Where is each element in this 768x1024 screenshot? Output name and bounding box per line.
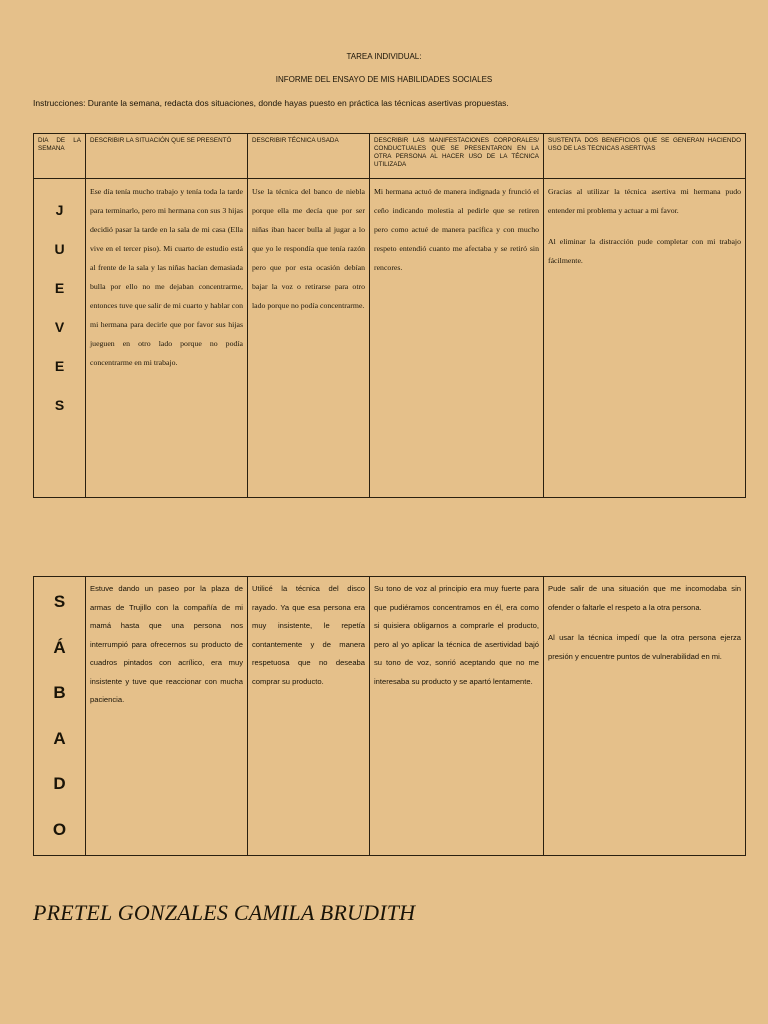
day-letter: O [52,819,67,839]
table-row-jueves [34,179,746,498]
manifestations-cell: Su tono de voz al principio era muy fuerte para que pudiéramos concentramos en él, era como si quisiera obligarnos a comprarle el producto, pero al yo aplicar la técnica de asertividad bajó su tono de voz, sonrió aceptando que no me interesaba su producto y se apartó lentamente. [370,577,544,856]
day-letter: E [54,358,65,374]
benefit-text: Al eliminar la distracción pude completar con mi trabajo fácilmente. [548,237,741,265]
col-header-benefits: SUSTENTA DOS BENEFICIOS QUE SE GENERAN HACIENDO USO DE LAS TECNICAS ASERTIVAS [544,134,746,179]
student-name: PRETEL GONZALES CAMILA BRUDITH [33,900,416,925]
instructions: Instrucciones: Durante la semana, redacta dos situaciones, donde hayas puesto en práctica las técnicas asertivas propuestas. [33,98,509,108]
benefits-cell [544,179,746,498]
technique-cell: Use la técnica del banco de niebla porque ella me decía que por ser niñas iban hacer bulla al jugar a lo que yo le respondía que tenía razón pero que por esta ocasión debían bajar la voz o retirarse para otro lado porque no podía concentrarme. [248,179,370,498]
technique-cell: Utilicé la técnica del disco rayado. Ya que esa persona era muy insistente, le repetía contantemente y de manera respetuosa que no deseaba comprar su producto. [248,577,370,856]
day-letter: B [53,683,66,702]
col-header-day: DIA DE LA SEMANA [34,134,86,179]
report-table-2 [33,576,746,856]
assignment-title: TAREA INDIVIDUAL: [346,52,422,61]
day-letter: U [54,241,65,257]
header-row [34,134,746,179]
benefit-text: Gracias al utilizar la técnica asertiva mi hermana pudo entender mi problema y actuar a mi favor. [548,187,741,215]
situation-cell: Ese día tenía mucho trabajo y tenía toda la tarde para terminarlo, pero mi hermana con sus 3 hijas decidió pasar la tarde en la sala de mi casa (Ella vive en el tercer piso). Mi cuarto de estudio está al frente de la sala y las niñas hacían demasiada bulla por ello no me dejaban concentrarme, entonces tuve que salir de mi cuarto y hablar con mi hermana para decirle que por favor sus hijas jueguen en otro lado porque no podía concentrarme en mi trabajo. [86,179,248,498]
report-table-1 [33,133,746,498]
table-row-sabado [34,577,746,856]
manifestations-cell: Mi hermana actuó de manera indignada y frunció el ceño indicando molestia al pedirle que se retiren pero como actué de manera pacífica y con mucho respeto entendió cuanto me afectaba y se retiró sin rencores. [370,179,544,498]
day-letter: S [54,397,65,413]
col-header-situation: DESCRIBIR LA SITUACIÓN QUE SE PRESENTÓ [86,134,248,179]
benefit-text: Al usar la técnica impedí que la otra persona ejerza presión y encuentre puntos de vulnerabilidad en mi. [548,633,741,661]
day-cell-sabado [34,577,86,856]
day-letter: E [54,280,65,296]
day-letter: J [55,202,64,218]
col-header-manifestations: DESCRIBIR LAS MANIFESTACIONES CORPORALES/ CONDUCTUALES QUE SE PRESENTARON EN LA OTRA PERSONA AL HACER USO DE LA TÉCNICA UTILIZADA [370,134,544,179]
benefits-cell [544,577,746,856]
day-letter: D [53,774,66,793]
report-title: INFORME DEL ENSAYO DE MIS HABILIDADES SOCIALES [275,75,493,84]
day-cell-jueves [34,179,86,498]
situation-cell: Estuve dando un paseo por la plaza de armas de Trujillo con la compañía de mi mamá hasta que una persona nos interrumpió para ofrecernos su producto de cuadros pintados con acrílico, era muy insistente y tuve que reaccionar con mucha paciencia. [86,577,248,856]
day-letter: V [54,319,65,335]
benefit-text: Pude salir de una situación que me incomodaba sin ofender o faltarle el respeto a la otra persona. [548,584,741,612]
col-header-technique: DESCRIBIR TÉCNICA USADA [248,134,370,179]
day-letter: S [53,592,66,611]
day-letter: A [53,728,66,748]
day-letter: Á [53,637,66,657]
